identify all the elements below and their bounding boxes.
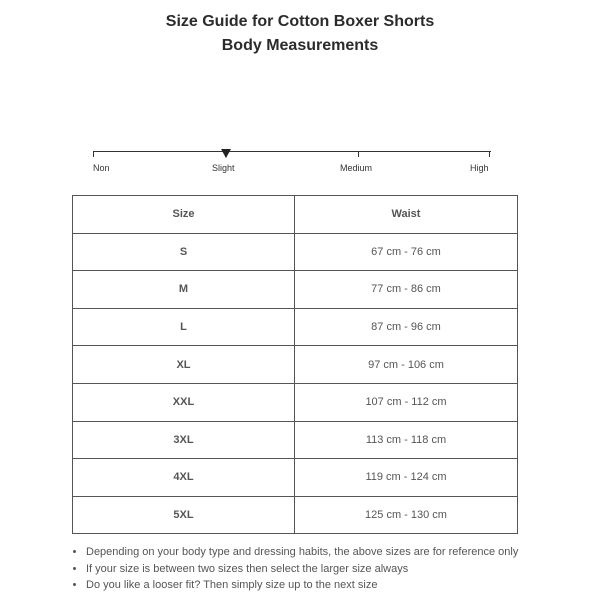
size-table xyxy=(72,195,518,534)
note-item: • Do you like a looser fit? Then simply size up to the next size xyxy=(86,577,600,594)
waist-cell: 107 cm - 112 cm xyxy=(295,383,518,421)
waist-cell: 97 cm - 106 cm xyxy=(295,346,518,384)
stretch-label-non: Non xyxy=(93,163,110,173)
table-row xyxy=(73,496,518,534)
size-cell: L xyxy=(73,308,295,346)
stretch-label-slight: Slight xyxy=(212,163,235,173)
waist-cell: 113 cm - 118 cm xyxy=(295,421,518,459)
note-item: • If your size is between two sizes then select the larger size always xyxy=(86,561,600,578)
waist-cell: 87 cm - 96 cm xyxy=(295,308,518,346)
notes-list xyxy=(70,544,600,594)
table-header-row xyxy=(73,196,518,234)
stretch-scale xyxy=(93,151,491,159)
size-cell: 5XL xyxy=(73,496,295,534)
note-item: • Depending on your body type and dressing habits, the above sizes are for reference only xyxy=(86,544,600,561)
header-size: Size xyxy=(73,196,295,234)
table-row xyxy=(73,346,518,384)
size-cell: XL xyxy=(73,346,295,384)
stretch-scale-marker-icon xyxy=(221,149,231,158)
header-waist: Waist xyxy=(295,196,518,234)
stretch-scale-line xyxy=(93,151,491,152)
table-row xyxy=(73,459,518,497)
stretch-scale-tick-high xyxy=(489,151,490,157)
waist-cell: 77 cm - 86 cm xyxy=(295,271,518,309)
size-cell: XXL xyxy=(73,383,295,421)
stretch-scale-tick-non xyxy=(93,151,94,157)
waist-cell: 67 cm - 76 cm xyxy=(295,233,518,271)
waist-cell: 119 cm - 124 cm xyxy=(295,459,518,497)
table-row xyxy=(73,383,518,421)
size-cell: 3XL xyxy=(73,421,295,459)
stretch-label-medium: Medium xyxy=(340,163,373,173)
table-row xyxy=(73,308,518,346)
page-title: Size Guide for Cotton Boxer Shorts xyxy=(165,13,435,30)
size-cell: M xyxy=(73,271,295,309)
page-subtitle: Body Measurements xyxy=(221,37,379,54)
table-row xyxy=(73,421,518,459)
table-row xyxy=(73,233,518,271)
stretch-scale-tick-medium xyxy=(358,151,359,157)
table-row xyxy=(73,271,518,309)
waist-cell: 125 cm - 130 cm xyxy=(295,496,518,534)
size-cell: 4XL xyxy=(73,459,295,497)
size-cell: S xyxy=(73,233,295,271)
stretch-label-high: High xyxy=(470,163,489,173)
